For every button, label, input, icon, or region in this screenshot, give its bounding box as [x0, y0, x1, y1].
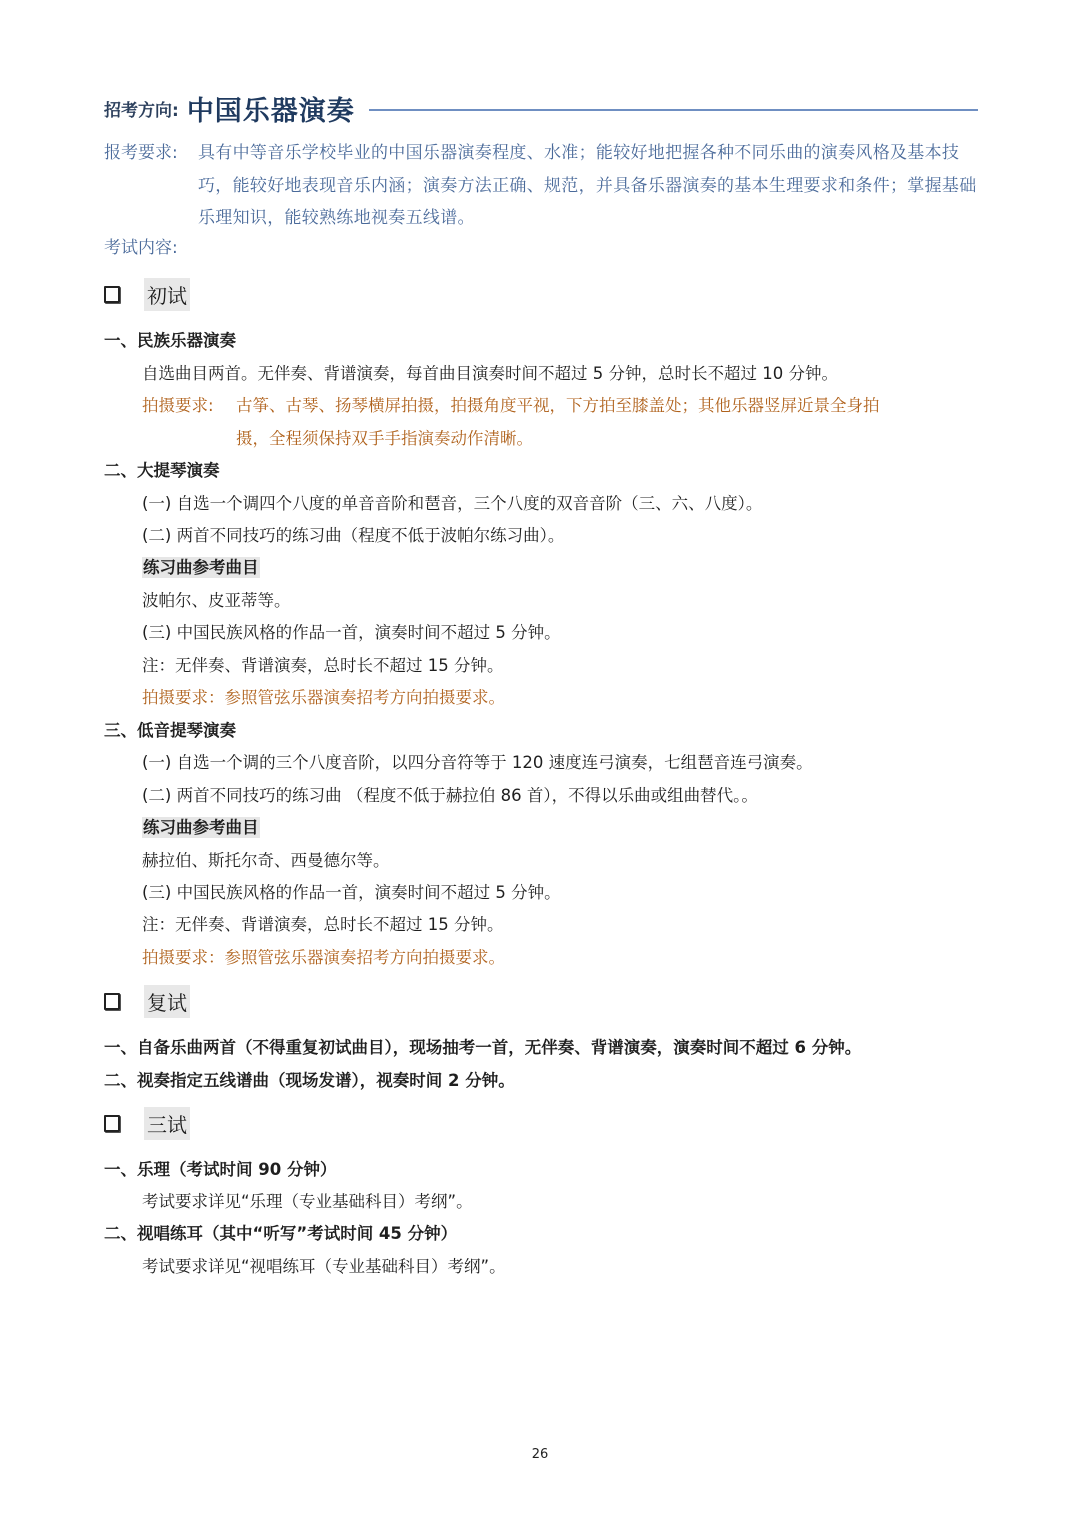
page-number: 26 [531, 1447, 549, 1462]
checkbox-bullet-icon [104, 286, 120, 303]
section-third-header [104, 1107, 190, 1140]
section-title: 复试 [144, 985, 190, 1018]
cello-item-2: (二) 两首不同技巧的练习曲（程度不低于波帕尔练习曲）。 [142, 526, 565, 545]
direction-header [104, 88, 978, 128]
cello-reference-list: 波帕尔、皮亚蒂等。 [142, 591, 291, 610]
bass-item-3: (三) 中国民族风格的作品一首，演奏时间不超过 5 分钟。 [142, 883, 561, 902]
bass-filming: 拍摄要求：参照管弦乐器演奏招考方向拍摄要求。 [142, 948, 505, 967]
section-second-header [104, 985, 190, 1018]
checkbox-bullet-icon [104, 993, 120, 1010]
cello-filming: 拍摄要求：参照管弦乐器演奏招考方向拍摄要求。 [142, 688, 505, 707]
bass-note: 注：无伴奏、背谱演奏，总时长不超过 15 分钟。 [142, 915, 504, 934]
folk-heading: 一、民族乐器演奏 [104, 331, 236, 350]
second-item-1: 一、自备乐曲两首（不得重复初试曲目），现场抽考一首，无伴奏、背谱演奏，演奏时间不超过 6 分钟。 [104, 1038, 862, 1057]
folk-filming-line1: 古筝、古琴、扬琴横屏拍摄，拍摄角度平视，下方拍至膝盖处；其他乐器竖屏近景全身拍 [236, 396, 880, 415]
reference-title-text: 练习曲参考曲目 [143, 558, 259, 577]
bass-heading: 三、低音提琴演奏 [104, 721, 236, 740]
direction-title: 中国乐器演奏 [186, 95, 355, 127]
direction-label: 招考方向: [104, 100, 179, 121]
section-title: 三试 [144, 1107, 190, 1140]
third-item-1-text: 考试要求详见“乐理（专业基础科目）考纲”。 [142, 1192, 473, 1211]
section-first-header [104, 278, 190, 311]
exam-content-label: 考试内容: [104, 238, 178, 258]
bass-item-1: (一) 自选一个调的三个八度音阶，以四分音符等于 120 速度连弓演奏，七组琶音连弓演奏。 [142, 753, 813, 772]
folk-filming-line2: 摄，全程须保持双手手指演奏动作清晰。 [236, 429, 533, 448]
checkbox-bullet-icon [104, 1115, 120, 1132]
third-item-2-text: 考试要求详见“视唱练耳（专业基础科目）考纲”。 [142, 1257, 506, 1276]
section-title: 初试 [144, 278, 190, 311]
header-rule [369, 109, 978, 111]
bass-reference-title [142, 814, 260, 838]
folk-filming-label: 拍摄要求: [142, 396, 214, 415]
third-item-2-heading: 二、视唱练耳（其中“听写”考试时间 45 分钟） [104, 1224, 458, 1243]
requirements-block [104, 137, 984, 235]
cello-reference-title [142, 554, 260, 578]
folk-text: 自选曲目两首。无伴奏、背谱演奏，每首曲目演奏时间不超过 5 分钟，总时长不超过 10 分钟。 [142, 364, 838, 383]
requirements-label: 报考要求: [104, 143, 178, 163]
bass-reference-list: 赫拉伯、斯托尔奇、西曼德尔等。 [142, 851, 390, 870]
cello-note: 注：无伴奏、背谱演奏，总时长不超过 15 分钟。 [142, 656, 504, 675]
third-item-1-heading: 一、乐理（考试时间 90 分钟） [104, 1160, 337, 1179]
cello-item-3: (三) 中国民族风格的作品一首，演奏时间不超过 5 分钟。 [142, 623, 561, 642]
bass-item-2: (二) 两首不同技巧的练习曲 （程度不低于赫拉伯 86 首），不得以乐曲或组曲替代。。 [142, 786, 758, 805]
cello-item-1: (一) 自选一个调四个八度的单音音阶和琶音，三个八度的双音音阶（三、六、八度）。 [142, 494, 763, 513]
reference-title-text: 练习曲参考曲目 [143, 818, 259, 837]
second-item-2: 二、视奏指定五线谱曲（现场发谱），视奏时间 2 分钟。 [104, 1071, 515, 1090]
cello-heading: 二、大提琴演奏 [104, 461, 220, 480]
requirements-text: 具有中等音乐学校毕业的中国乐器演奏程度、水准；能较好地把握各种不同乐曲的演奏风格及基本技巧，能较好地表现音乐内涵；演奏方法正确、规范，并具备乐器演奏的基本生理要求和条件；掌握基础乐理知识，能较熟练地视奏五线谱。 [198, 143, 977, 228]
